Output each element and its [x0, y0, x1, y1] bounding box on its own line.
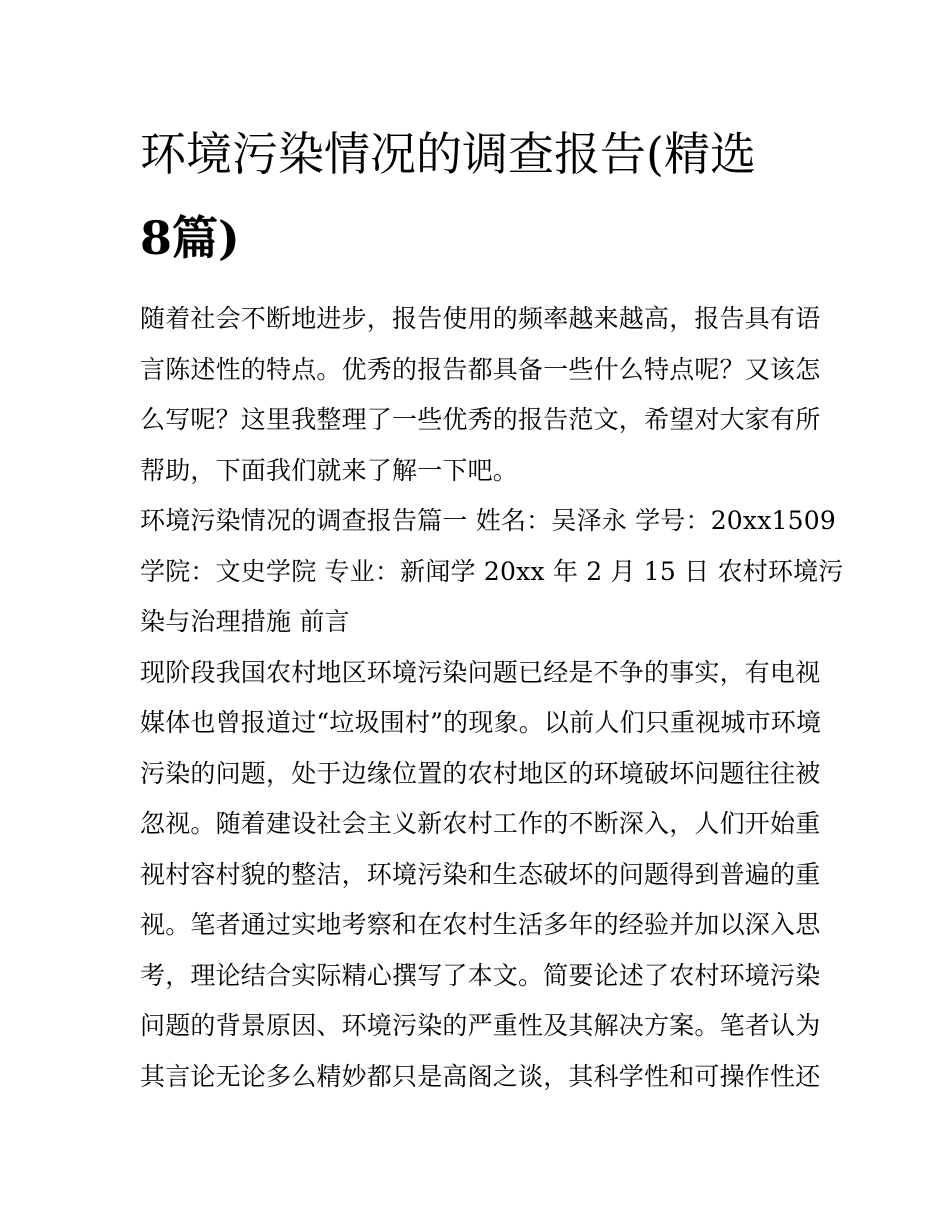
intro-line: 随着社会不断地进步，报告使用的频率越来越高，报告具有语 — [140, 304, 821, 333]
intro-line: 么写呢？这里我整理了一些优秀的报告范文，希望对大家有所 — [140, 405, 821, 434]
body-line: 其言论无论多么精妙都只是高阁之谈，其科学性和可操作性还 — [140, 1061, 821, 1091]
intro-line: 言陈述性的特点。优秀的报告都具备一些什么特点呢？又该怎 — [140, 354, 821, 384]
document-title — [140, 112, 812, 280]
title-line-1: 环境污染情况的调查报告(精选 — [140, 127, 756, 181]
body-line: 污染的问题，处于边缘位置的农村地区的环境破坏问题往往被 — [140, 758, 821, 788]
body-line: 现阶段我国农村地区环境污染问题已经是不争的事实，有电视 — [140, 657, 821, 687]
body-line: 视。笔者通过实地考察和在农村生活多年的经验并加以深入思 — [140, 910, 821, 939]
header-line: 染与治理措施 前言 — [140, 607, 350, 636]
body-line: 考，理论结合实际精心撰写了本文。简要论述了农村环境污染 — [140, 960, 821, 990]
document-page — [140, 112, 844, 1102]
report-header-paragraph — [140, 496, 844, 648]
header-line: 环境污染情况的调查报告篇一 姓名：吴泽永 学号：20xx1509 — [140, 506, 836, 535]
intro-line: 帮助，下面我们就来了解一下吧。 — [140, 455, 519, 485]
header-line: 学院：文史学院 专业：新闻学 20xx 年 2 月 15 日 农村环境污 — [140, 556, 844, 586]
intro-paragraph — [140, 294, 821, 496]
body-line: 视村容村貌的整洁，环境污染和生态破坏的问题得到普遍的重 — [140, 859, 821, 889]
body-paragraph — [140, 648, 822, 1103]
body-line: 媒体也曾报道过“垃圾围村”的现象。以前人们只重视城市环境 — [140, 708, 822, 737]
body-line: 问题的背景原因、环境污染的严重性及其解决方案。笔者认为 — [140, 1011, 821, 1040]
body-line: 忽视。随着建设社会主义新农村工作的不断深入，人们开始重 — [140, 809, 821, 838]
title-line-2: 8篇) — [140, 211, 240, 265]
